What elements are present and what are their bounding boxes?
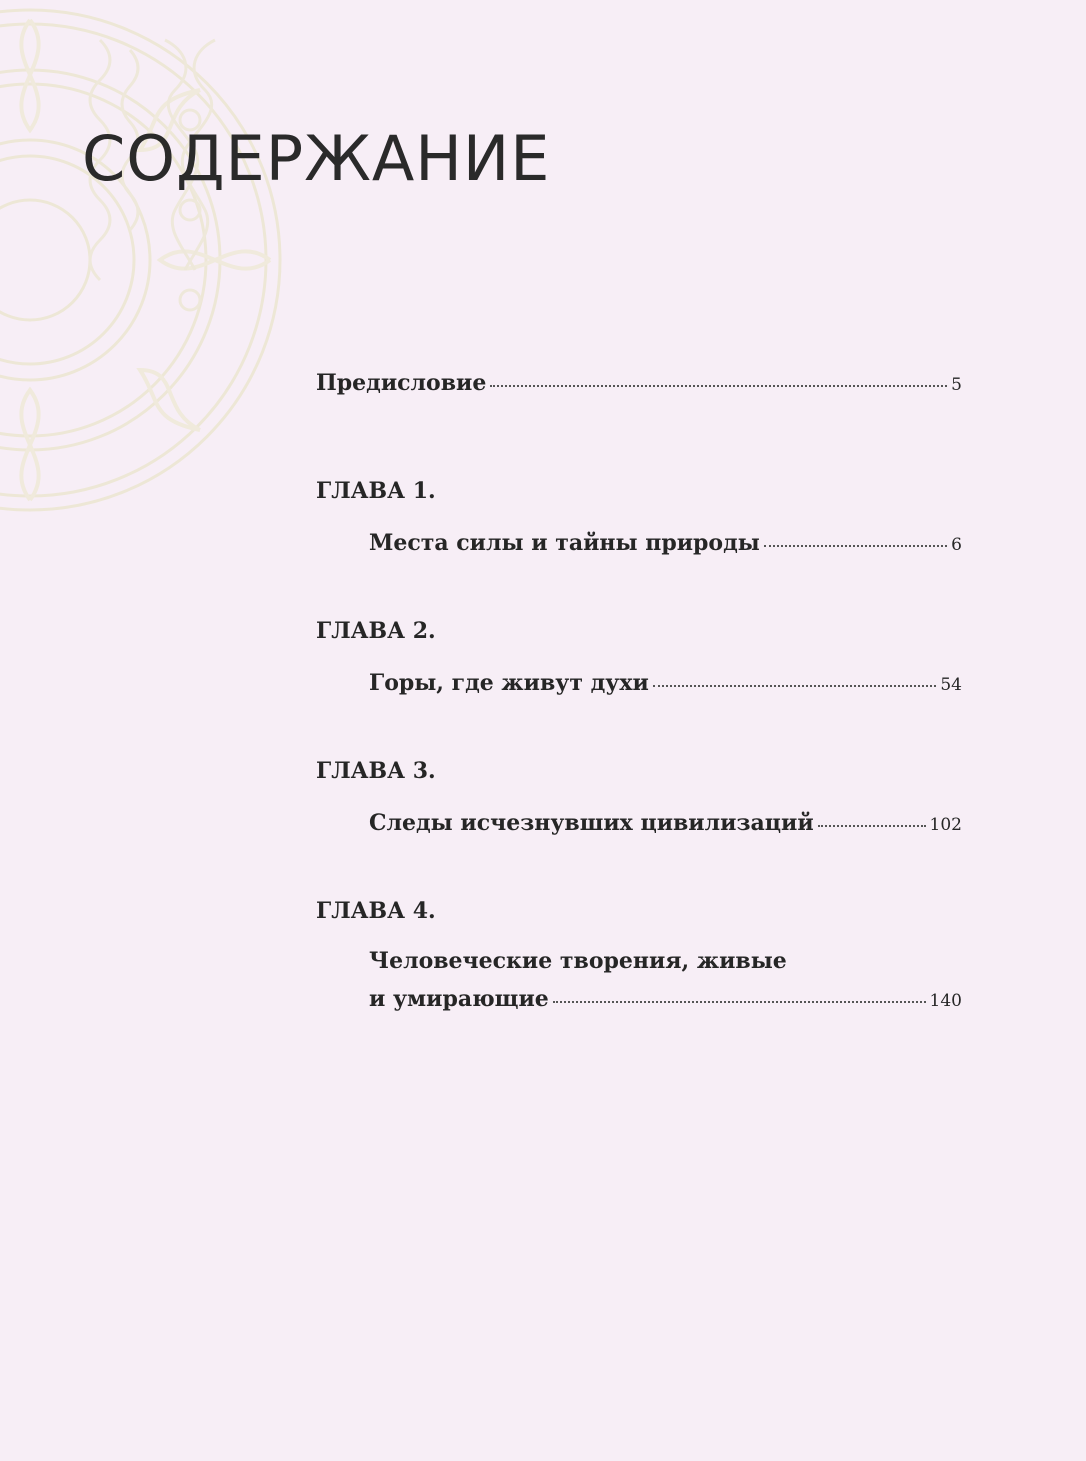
chapter-heading-3: ГЛАВА 3. bbox=[316, 758, 436, 784]
toc-entry-label: Места силы и тайны природы bbox=[369, 530, 760, 556]
toc-entry-chapter-4-line1[interactable]: Человеческие творения, живые bbox=[369, 948, 787, 974]
toc-page-number: 6 bbox=[951, 535, 962, 555]
toc-entry-label: и умирающие bbox=[369, 986, 549, 1012]
dot-leader bbox=[490, 385, 947, 387]
chapter-heading-4: ГЛАВА 4. bbox=[316, 898, 436, 924]
toc-entry-label: Предисловие bbox=[316, 370, 487, 396]
toc-entry-label: Следы исчезнувших цивилизаций bbox=[369, 810, 814, 836]
toc-entry-preface[interactable] bbox=[316, 370, 962, 396]
dot-leader bbox=[653, 685, 937, 687]
dot-leader bbox=[818, 825, 926, 827]
toc-entry-chapter-2[interactable] bbox=[369, 670, 962, 696]
decorative-ornament-icon bbox=[0, 0, 290, 520]
toc-page-number: 140 bbox=[929, 991, 962, 1011]
toc-entry-chapter-4[interactable] bbox=[369, 986, 962, 1012]
chapter-heading-1: ГЛАВА 1. bbox=[316, 478, 436, 504]
dot-leader bbox=[553, 1001, 926, 1003]
toc-entry-chapter-3[interactable] bbox=[369, 810, 962, 836]
page-title: СОДЕРЖАНИЕ bbox=[82, 122, 551, 195]
toc-page-number: 102 bbox=[929, 815, 962, 835]
toc-page-number: 54 bbox=[940, 675, 962, 695]
toc-page-number: 5 bbox=[951, 375, 962, 395]
toc-entry-label: Горы, где живут духи bbox=[369, 670, 649, 696]
dot-leader bbox=[764, 545, 947, 547]
chapter-heading-2: ГЛАВА 2. bbox=[316, 618, 436, 644]
toc-entry-chapter-1[interactable] bbox=[369, 530, 962, 556]
